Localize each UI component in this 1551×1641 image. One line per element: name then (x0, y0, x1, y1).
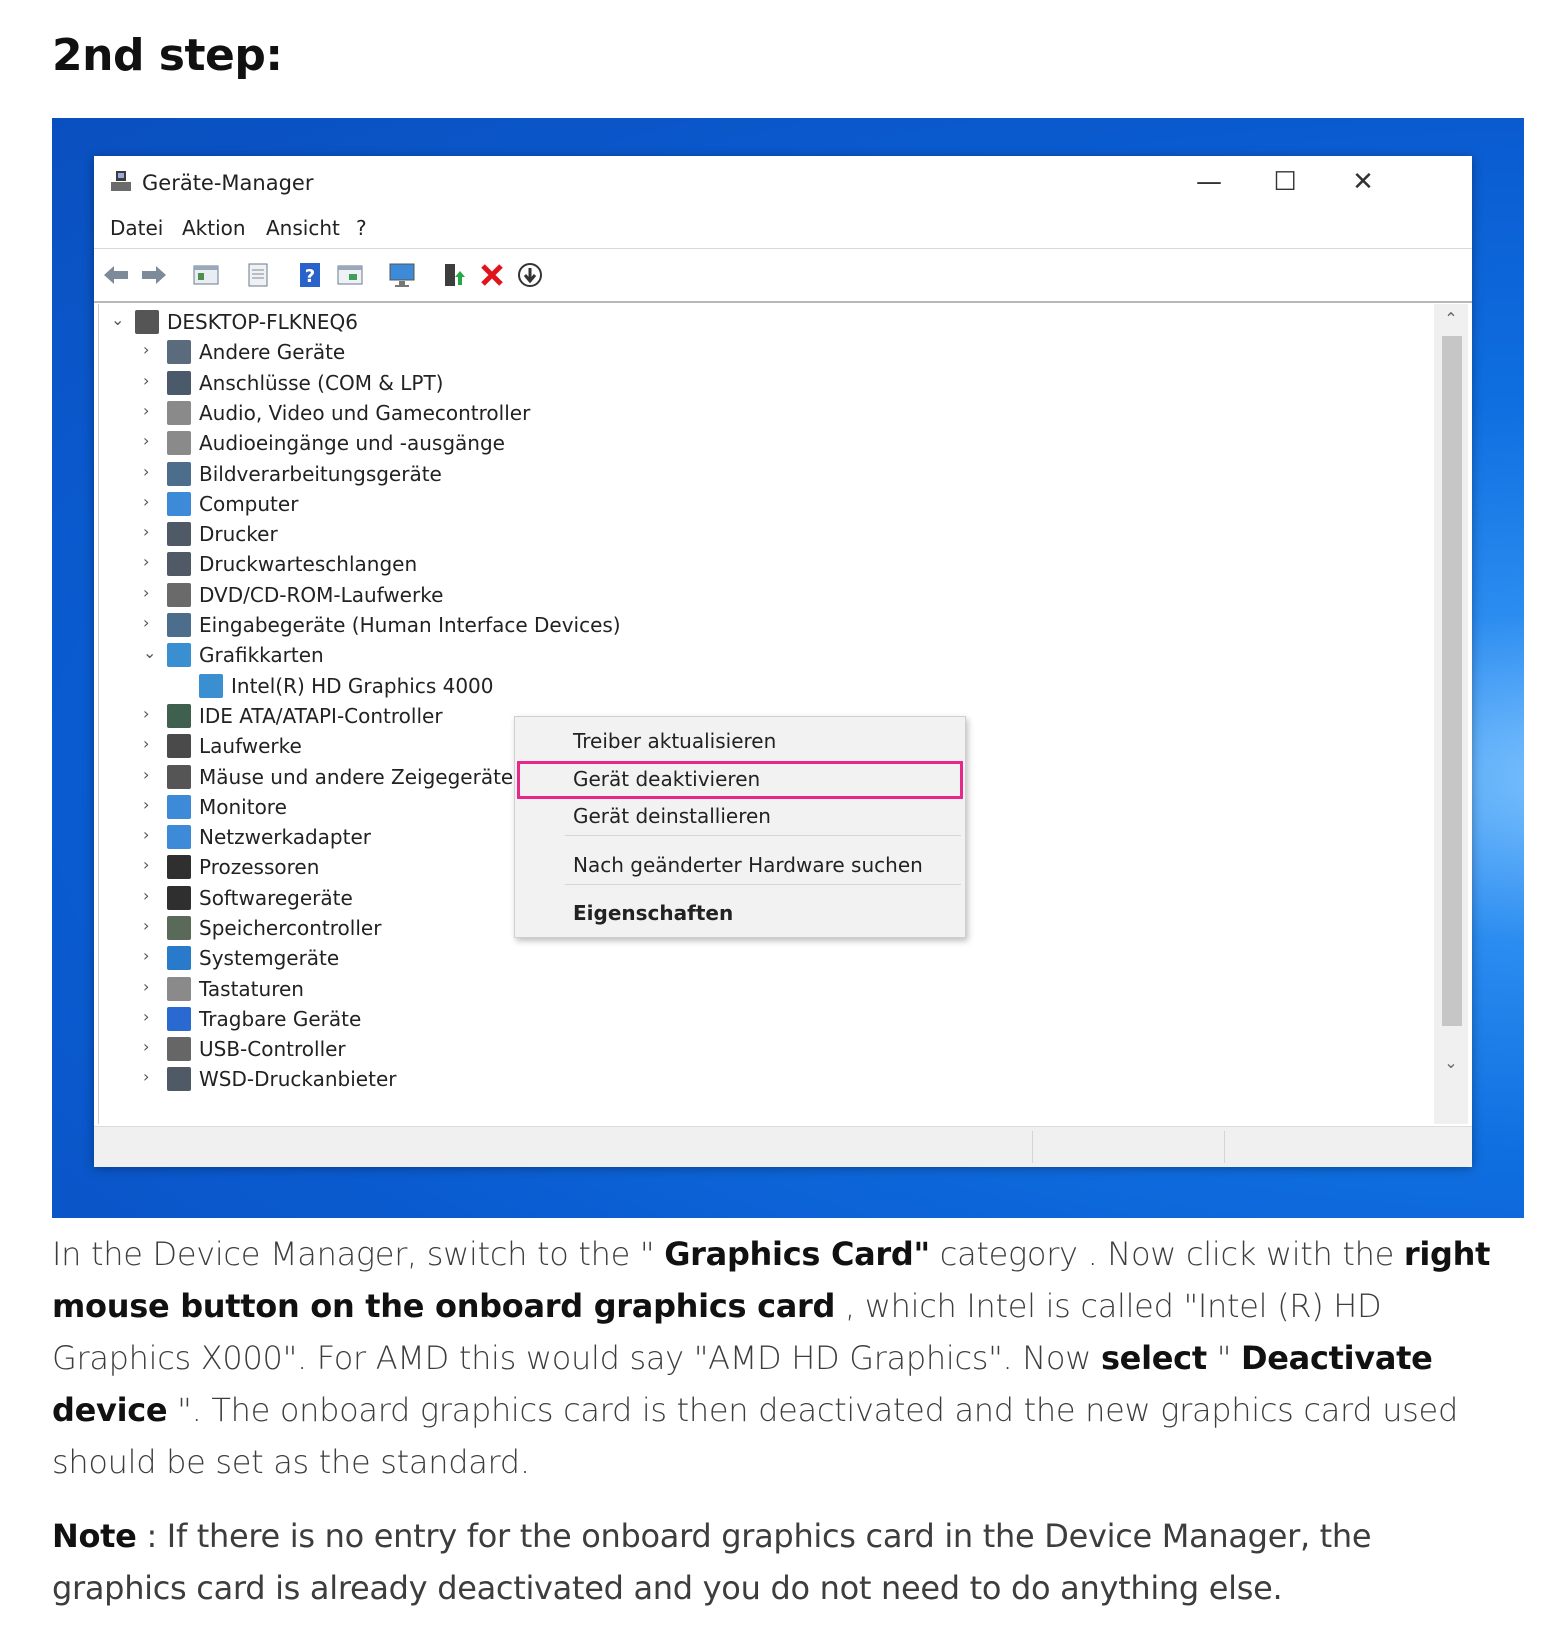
category-icon (167, 855, 191, 879)
window-title: Geräte-Manager (142, 171, 314, 195)
chevron-right-icon[interactable]: › (143, 977, 150, 996)
category-icon (167, 1067, 191, 1091)
toolbar (94, 248, 1472, 303)
desc-text-2: category . Now click with the (929, 1235, 1404, 1273)
device-tree (98, 304, 1435, 1124)
tree-item-label: Eingabegeräte (Human Interface Devices) (199, 613, 621, 637)
svg-text:?: ? (304, 266, 316, 287)
update-driver-icon[interactable] (438, 259, 470, 291)
ctx-properties[interactable]: Eigenschaften (573, 901, 734, 925)
tree-item-label: DESKTOP-FLKNEQ6 (167, 310, 358, 334)
chevron-right-icon[interactable]: › (143, 946, 150, 965)
note-label: Note (52, 1517, 137, 1555)
chevron-down-icon[interactable]: ⌄ (143, 643, 157, 662)
category-icon (167, 825, 191, 849)
tree-item-label: Speichercontroller (199, 916, 382, 940)
ctx-disable-device[interactable]: Gerät deaktivieren (573, 767, 761, 791)
tree-item-label: DVD/CD-ROM-Laufwerke (199, 583, 444, 607)
description-paragraph (52, 1228, 1492, 1488)
ctx-scan-hardware[interactable]: Nach geänderter Hardware suchen (573, 853, 923, 877)
status-separator (1032, 1131, 1033, 1163)
category-icon (167, 765, 191, 789)
tree-item-label: IDE ATA/ATAPI-Controller (199, 704, 443, 728)
desc-text-3: , which Intel is called "Intel (R) HD Graphics X000". For AMD this would say "AMD HD Graphics". Now (52, 1287, 1382, 1377)
scroll-thumb[interactable] (1442, 336, 1462, 1026)
chevron-right-icon[interactable]: › (143, 734, 150, 753)
status-separator (1224, 1131, 1225, 1163)
chevron-right-icon[interactable]: › (143, 704, 150, 723)
category-icon (167, 431, 191, 455)
chevron-right-icon[interactable]: › (143, 522, 150, 541)
desc-text-4: " (1206, 1339, 1241, 1377)
help-icon[interactable] (294, 259, 326, 291)
chevron-right-icon[interactable]: › (143, 431, 150, 450)
tree-item-label: Laufwerke (199, 734, 302, 758)
tree-item-label: Intel(R) HD Graphics 4000 (231, 674, 494, 698)
page-title: 2nd step: (52, 30, 283, 81)
category-icon (167, 1007, 191, 1031)
back-arrow-icon[interactable] (100, 259, 132, 291)
chevron-right-icon[interactable]: › (143, 765, 150, 784)
tree-item-label: Bildverarbeitungsgeräte (199, 462, 442, 486)
tree-item-label: Audio, Video und Gamecontroller (199, 401, 531, 425)
category-icon (167, 462, 191, 486)
desc-text-1: In the Device Manager, switch to the " (52, 1235, 665, 1273)
desc-bold-graphics-card: Graphics Card" (664, 1235, 930, 1273)
tree-item-label: Audioeingänge und -ausgänge (199, 431, 505, 455)
ctx-separator (565, 884, 961, 885)
tree-item-label: Mäuse und andere Zeigegeräte (199, 765, 514, 789)
ctx-update-driver[interactable]: Treiber aktualisieren (573, 729, 777, 753)
view-window-icon[interactable] (334, 259, 366, 291)
tree-item-label: Tragbare Geräte (199, 1007, 362, 1031)
chevron-right-icon[interactable]: › (143, 795, 150, 814)
category-icon (167, 552, 191, 576)
download-circle-icon[interactable] (514, 259, 546, 291)
tree-item-label: Monitore (199, 795, 287, 819)
tree-item-label: Computer (199, 492, 299, 516)
device-manager-window (94, 156, 1472, 1166)
category-icon (167, 522, 191, 546)
category-icon (167, 704, 191, 728)
category-icon (167, 946, 191, 970)
menu-bar (94, 212, 1472, 248)
note-paragraph (52, 1510, 1492, 1614)
category-icon (167, 916, 191, 940)
category-icon (167, 977, 191, 1001)
category-icon (167, 371, 191, 395)
chevron-right-icon[interactable]: › (143, 916, 150, 935)
title-bar (94, 156, 1472, 208)
tree-item-label: Grafikkarten (199, 643, 324, 667)
menu-help[interactable]: ? (356, 216, 367, 240)
tree-item-label: Drucker (199, 522, 278, 546)
menu-datei[interactable]: Datei (110, 216, 164, 240)
chevron-right-icon[interactable]: › (143, 462, 150, 481)
category-icon (167, 492, 191, 516)
device-manager-screenshot (52, 118, 1524, 1218)
chevron-right-icon[interactable]: › (143, 552, 150, 571)
context-menu (514, 716, 966, 938)
desc-text-5: ". The onboard graphics card is then deactivated and the new graphics card used should be set as the standard. (52, 1391, 1458, 1481)
menu-ansicht[interactable]: Ansicht (266, 216, 340, 240)
category-icon (167, 886, 191, 910)
close-button[interactable]: ✕ (1352, 167, 1374, 197)
tree-item-label: Prozessoren (199, 855, 320, 879)
chevron-down-icon[interactable]: ⌄ (111, 310, 125, 329)
category-icon (167, 795, 191, 819)
tree-item-label: Netzwerkadapter (199, 825, 371, 849)
category-icon (167, 643, 191, 667)
tree-item-label: Druckwarteschlangen (199, 552, 418, 576)
chevron-right-icon[interactable]: › (143, 825, 150, 844)
chevron-right-icon[interactable]: › (143, 492, 150, 511)
uninstall-x-icon[interactable] (476, 259, 508, 291)
tree-item-label: Anschlüsse (COM & LPT) (199, 371, 444, 395)
display-adapter-icon (199, 674, 223, 698)
category-icon (167, 340, 191, 364)
chevron-right-icon[interactable]: › (143, 371, 150, 390)
scan-monitor-icon[interactable] (386, 259, 418, 291)
note-text: : If there is no entry for the onboard graphics card in the Device Manager, the graphics card is already deactivated and you do not need to do anything else. (52, 1517, 1372, 1607)
desc-bold-right-click: right mouse button on the onboard graphics card (52, 1235, 1491, 1325)
ctx-separator (565, 835, 961, 836)
maximize-button[interactable]: ☐ (1273, 167, 1297, 197)
category-icon (167, 613, 191, 637)
properties-grid-icon[interactable] (190, 259, 222, 291)
computer-icon (135, 310, 159, 334)
vertical-scrollbar[interactable] (1434, 304, 1468, 1124)
chevron-right-icon[interactable]: › (143, 401, 150, 420)
forward-arrow-icon[interactable] (138, 259, 170, 291)
category-icon (167, 583, 191, 607)
scroll-up-icon[interactable]: ⌃ (1444, 309, 1458, 328)
tree-item-label: Andere Geräte (199, 340, 346, 364)
tree-item-label: USB-Controller (199, 1037, 346, 1061)
minimize-button[interactable]: — (1196, 167, 1222, 197)
document-icon[interactable] (242, 259, 274, 291)
desc-bold-select: select (1100, 1339, 1207, 1377)
tree-item-label: Softwaregeräte (199, 886, 353, 910)
category-icon (167, 1037, 191, 1061)
ctx-uninstall-device[interactable]: Gerät deinstallieren (573, 804, 771, 828)
desc-bold-deactivate: Deactivate device (52, 1339, 1433, 1429)
chevron-right-icon[interactable]: › (143, 886, 150, 905)
chevron-right-icon[interactable]: › (143, 1007, 150, 1026)
tree-item-label: Tastaturen (199, 977, 304, 1001)
chevron-right-icon[interactable]: › (143, 1067, 150, 1086)
scroll-down-icon[interactable]: ⌄ (1444, 1053, 1458, 1072)
chevron-right-icon[interactable]: › (143, 340, 150, 359)
tree-item-label: WSD-Druckanbieter (199, 1067, 397, 1091)
tree-item-label: Systemgeräte (199, 946, 340, 970)
menu-aktion[interactable]: Aktion (182, 216, 246, 240)
status-bar (94, 1126, 1472, 1167)
category-icon (167, 401, 191, 425)
chevron-right-icon[interactable]: › (143, 613, 150, 632)
category-icon (167, 734, 191, 758)
chevron-right-icon[interactable]: › (143, 1037, 150, 1056)
device-manager-icon (108, 168, 134, 194)
chevron-right-icon[interactable]: › (143, 583, 150, 602)
chevron-right-icon[interactable]: › (143, 855, 150, 874)
